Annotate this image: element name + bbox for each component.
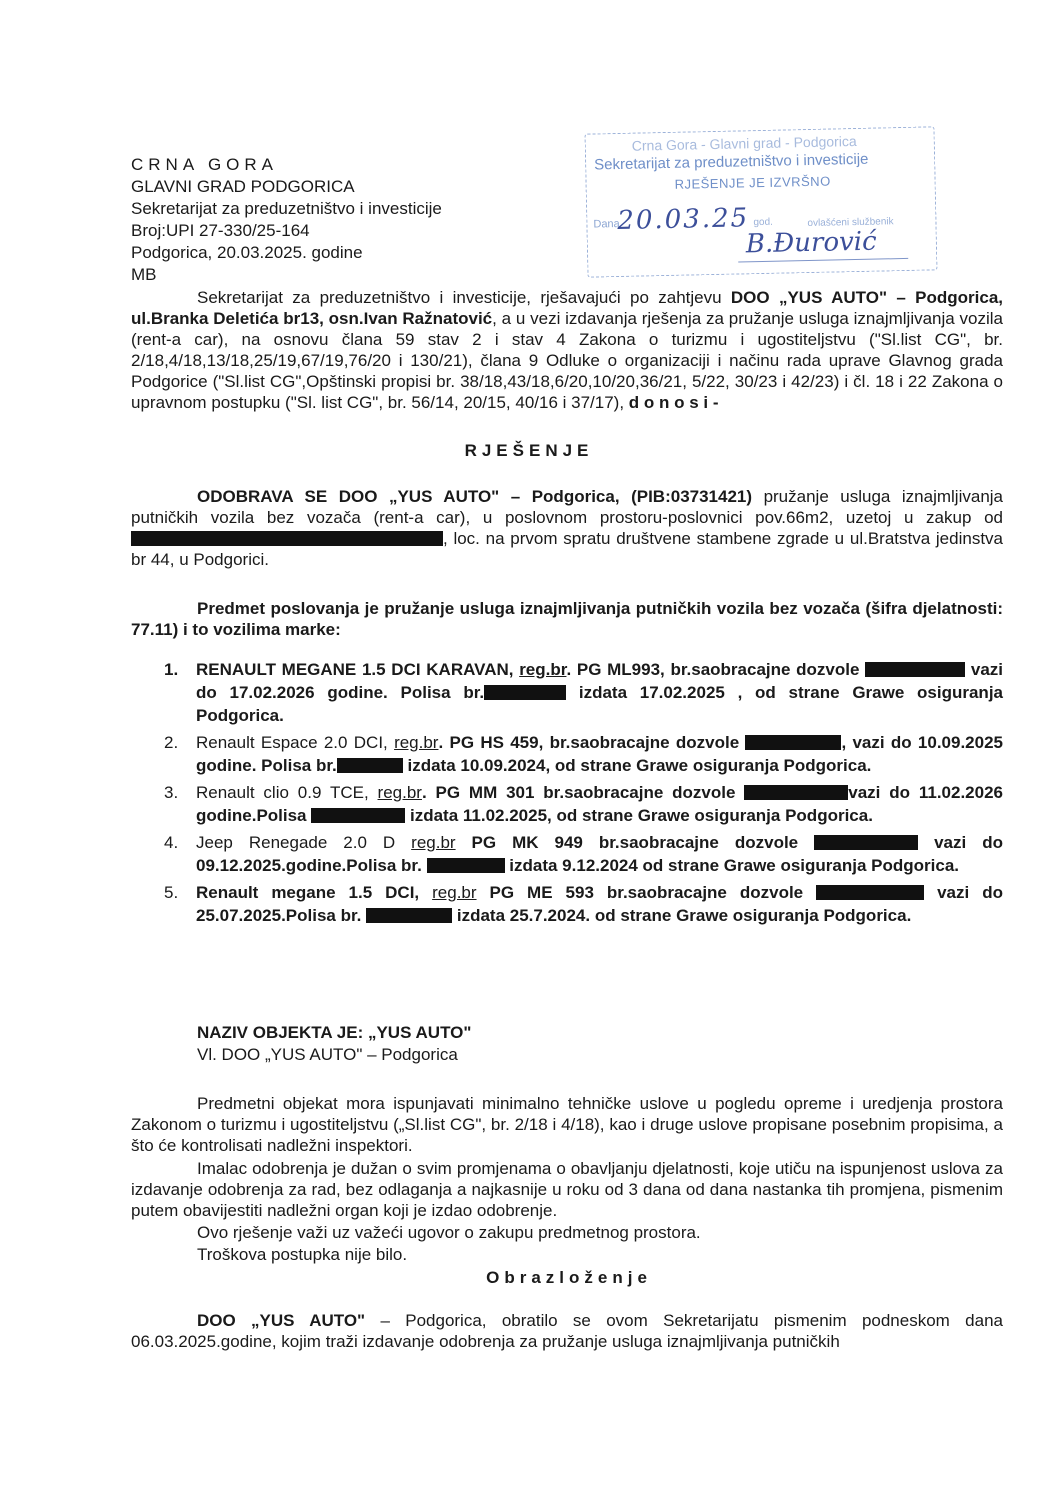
approval-paragraph <box>131 486 1003 570</box>
redaction-block <box>427 858 505 873</box>
conditions-paragraph-2: Imalac odobrenja je dužan o svim promjenama o obavljanju djelatnosti, koje utiču na ispunjenost uslova za izdavanje odobrenja za rad, bez odlaganja a najkasnije u roku od 3 dana od dana nastanka tih promjena, pismenim putem obavijestiti nadležni organ koji je izdao odobrenje. <box>131 1159 1003 1220</box>
redaction-block <box>745 735 841 750</box>
explanation-company: DOO „YUS AUTO" <box>197 1311 366 1330</box>
vehicle-item: 3. Renault clio 0.9 TCE, reg.br. PG MM 301 br.saobracajne dozvole vazi do 11.02.2026 godine.Polisa izdata 11.02.2025, od strane Grawe osiguranja Podgorica. <box>164 783 1003 825</box>
header-country: CRNA GORA <box>131 155 279 174</box>
intro-applicant: DOO „YUS AUTO" – Podgorica, ul.Branka Deletića br13, osn.Ivan Ražnatović <box>131 288 1003 328</box>
conditions-paragraph-1: Predmetni objekat mora ispunjavati minimalno tehničke uslove u pogledu opreme i uredjenja prostora Zakonom o turizmu i ugostiteljstvu („Sl.list CG", br. 2/18 i 4/18), kao i druge uslove propisane posebnim propisima, a što će kontrolisati nadležni inspektori. <box>131 1094 1003 1155</box>
redaction-block <box>311 808 405 823</box>
enforceability-stamp <box>585 126 938 277</box>
vehicle-list <box>160 658 1003 931</box>
object-name-line-2: Vl. DOO „YUS AUTO" – Podgorica <box>197 1045 458 1064</box>
subject-paragraph: Predmet poslovanja je pružanje usluga iznajmljivanja putničkih vozila bez vozača (šifra djelatnosti: 77.11) i to vozilima marke: <box>131 599 1003 639</box>
stamp-line-2: Sekretarijat za preduzetništvo i investicije <box>594 150 869 174</box>
stamp-year-label: god. <box>753 216 774 229</box>
decision-title: RJEŠENJE <box>464 441 594 460</box>
header-department: Sekretarijat za preduzetništvo i investicije <box>131 199 442 218</box>
redaction-block <box>131 531 443 546</box>
vehicle-item: 1. RENAULT MEGANE 1.5 DCI KARAVAN, reg.br. PG ML993, br.saobracajne dozvole vazi do 17.02.2026 godine. Polisa br. izdata 17.02.2025 , od strane Grawe osiguranja Podgorica. <box>164 660 1003 725</box>
explanation-text: – Podgorica, obratilo se ovom Sekretarijatu pismenim podneskom dana 06.03.2025.godine, kojim traži izdavanje odobrenja za pružanje usluga iznajmljivanja putničkih <box>131 1311 1003 1351</box>
redaction-block <box>337 758 403 773</box>
vehicle-item: 5. Renault megane 1.5 DCI, reg.br PG ME 593 br.saobracajne dozvole vazi do 25.07.2025.Polisa br. izdata 25.7.2024. od strane Grawe osiguranja Podgorica. <box>164 883 1003 925</box>
conditions-paragraph-3: Ovo rješenje važi uz važeći ugovor o zakupu predmetnog prostora. <box>197 1223 701 1242</box>
stamp-signature: B.Đurović <box>745 226 877 260</box>
header-place-date: Podgorica, 20.03.2025. godine <box>131 243 363 262</box>
stamp-line-1: Crna Gora - Glavni grad - Podgorica <box>631 132 857 154</box>
vehicle-item: 4. Jeep Renegade 2.0 D reg.br PG MK 949 br.saobracajne dozvole vazi do 09.12.2025.godine.Polisa br. izdata 9.12.2024 od strane Grawe osiguranja Podgorica. <box>164 833 1003 875</box>
redaction-block <box>366 908 452 923</box>
header-reference: Broj:UPI 27-330/25-164 <box>131 221 310 240</box>
explanation-title: Obrazloženje <box>486 1268 652 1287</box>
approval-heading: ODOBRAVA SE DOO „YUS AUTO" – Podgorica, (PIB:03731421) <box>197 487 753 506</box>
conditions-paragraph-4: Troškova postupka nije bilo. <box>197 1245 408 1264</box>
redaction-block <box>865 662 965 677</box>
intro-text-1: Sekretarijat za preduzetništvo i investicije, rješavajući po zahtjevu <box>197 288 731 307</box>
intro-paragraph <box>131 287 1003 413</box>
header-city: GLAVNI GRAD PODGORICA <box>131 177 355 196</box>
redaction-block <box>816 885 924 900</box>
stamp-date-label: Dana <box>593 217 620 231</box>
header-initials: MB <box>131 265 157 284</box>
stamp-line-3: RJEŠENJE JE IZVRŠNO <box>674 173 831 192</box>
document-header <box>131 154 442 286</box>
explanation-paragraph <box>131 1310 1003 1352</box>
stamp-officer-label: ovlašćeni službenik <box>807 216 894 230</box>
redaction-block <box>484 685 566 700</box>
approval-text-1: pružanje usluga iznajmljivanja putničkih vozila bez vozača (rent-a car), u poslovnom prostoru-poslovnici pov.66m2, uzetoj u zakup od <box>131 487 1003 527</box>
intro-text-2: , a u vezi izdavanja rješenja za pružanje usluga iznajmljivanja vozila (rent-a car), na osnovu člana 59 stav 2 i stav 4 Zakona o turizmu i ugostiteljstvu ("Sl.list CG", br. 2/18,4/18,13/18,25/19,67/19,76/20 i 130/21), člana 9 Odluke o organizaciji i načinu rada uprave Glavnog grada Podgorice ("Sl.list CG",Opštinski propisi br. 38/18,43/18,6/20,10/20,36/21, 5/22, 30/23 i 42/23) i čl. 18 i 22 Zakona o upravnom postupku ("Sl. list CG", br. 56/14, 20/15, 40/16 i 37/17), <box>131 309 1003 412</box>
stamp-handwritten-date: 20.03.25 <box>617 203 750 237</box>
intro-decides: d o n o s i - <box>628 393 719 412</box>
approval-text-2: , loc. na prvom spratu društvene stambene zgrade u ul.Bratstva jedinstva br 44, u Podgorici. <box>131 529 1003 569</box>
vehicle-item: 2. Renault Espace 2.0 DCI, reg.br. PG HS 459, br.saobracajne dozvole , vazi do 10.09.2025 godine. Polisa br. izdata 10.09.2024, od strane Grawe osiguranja Podgorica. <box>164 733 1003 775</box>
redaction-block <box>744 785 848 800</box>
object-name-block <box>197 1022 471 1066</box>
object-name-line-1: NAZIV OBJEKTA JE: „YUS AUTO" <box>197 1023 472 1042</box>
redaction-block <box>814 835 918 850</box>
